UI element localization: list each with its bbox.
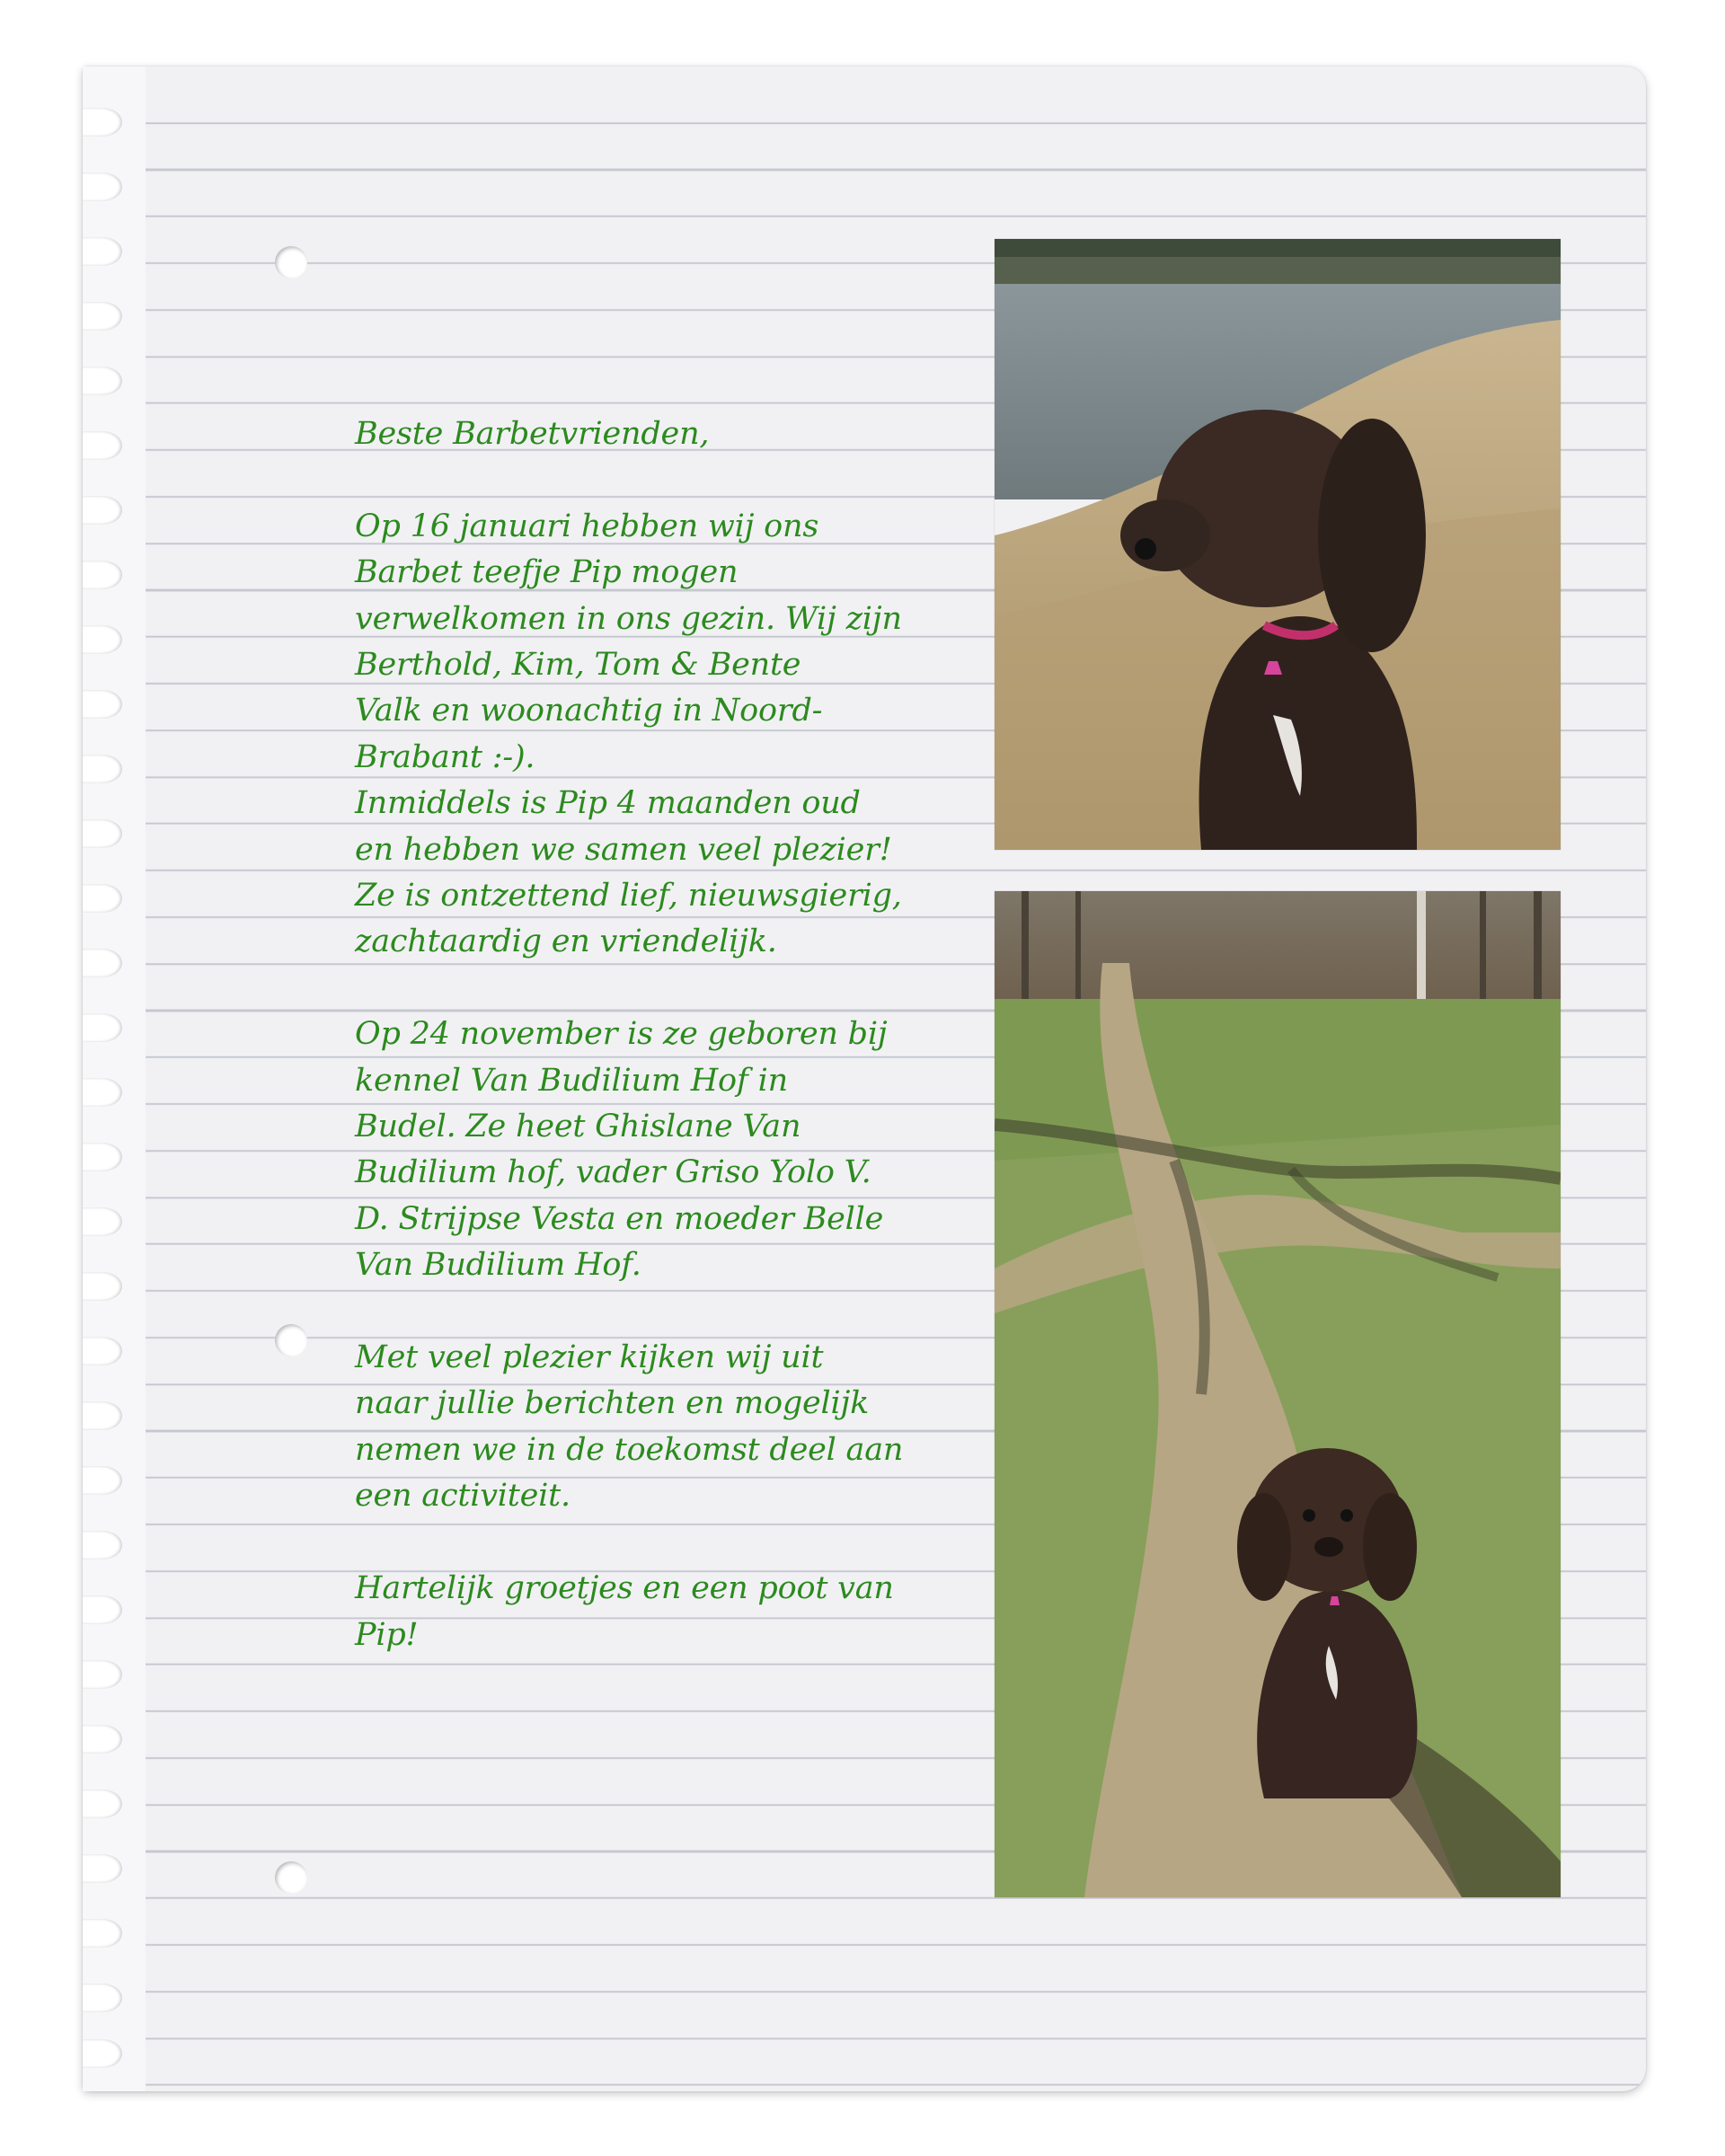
punch-hole [275,1861,307,1894]
tear-notch [83,1272,122,1301]
tear-notch [83,1725,122,1754]
tear-notch [83,302,122,331]
tear-notch [83,1531,122,1560]
paragraph-gap [355,1520,930,1566]
tear-notch [83,1919,122,1948]
punch-hole [275,246,307,278]
tear-notch [83,1854,122,1883]
tear-notch [83,625,122,654]
tear-notch [83,819,122,848]
tear-notch [83,1013,122,1042]
letter-closing: Hartelijk groetjes en een poot van Pip! [355,1570,894,1653]
tear-notch [83,2039,122,2068]
tear-notch [83,755,122,783]
tear-notch [83,1789,122,1818]
tear-notch [83,1078,122,1107]
tear-notch [83,108,122,137]
photo-dog-forest-path [995,891,1561,1897]
tear-notch [83,1660,122,1689]
paragraph-gap [355,457,930,503]
tear-notch [83,1143,122,1171]
paragraph-gap [355,1289,930,1335]
dog-beach-illustration [995,239,1561,850]
tear-notch [83,884,122,913]
tear-notch [83,431,122,460]
tear-notch [83,1337,122,1365]
letter-greeting: Beste Barbetvrienden, [355,416,710,452]
tear-notch [83,367,122,395]
letter-text [355,411,930,1658]
punch-hole [275,1324,307,1356]
paragraph-gap [355,966,930,1012]
tear-notch [83,172,122,201]
tear-notch [83,690,122,719]
tear-notch [83,1984,122,2012]
tear-notch [83,1595,122,1624]
tear-notch [83,561,122,589]
letter-paragraph-birth: Op 24 november is ze geboren bij kennel Van Budilium Hof in Budel. Ze heet Ghislane Van Budilium hof, vader Griso Yolo V. D. Strijpse Vesta en moeder Belle Van Budilium Hof. [355,1016,888,1284]
tear-notch [83,1207,122,1236]
torn-spiral-edge [83,66,146,2091]
letter-paragraph-intro: Op 16 januari hebben wij ons Barbet teefje Pip mogen verwelkomen in ons gezin. Wij zijn Berthold, Kim, Tom & Bente Valk en woonachtig in Noord- Brabant :-). Inmiddels is Pip 4 maanden oud en hebben we samen veel plezier! Ze is ontzettend lief, nieuwsgierig, zachtaardig en vriendelijk. [355,508,902,960]
letter-paragraph-outlook: Met veel plezier kijken wij uit naar jullie berichten en mogelijk nemen we in de toekomst deel aan een activiteit. [355,1339,904,1515]
tear-notch [83,1466,122,1495]
tear-notch [83,949,122,977]
dog-path-illustration [995,891,1561,1897]
photo-dog-beach [995,239,1561,850]
tear-notch [83,496,122,525]
tear-notch [83,237,122,266]
tear-notch [83,1401,122,1430]
